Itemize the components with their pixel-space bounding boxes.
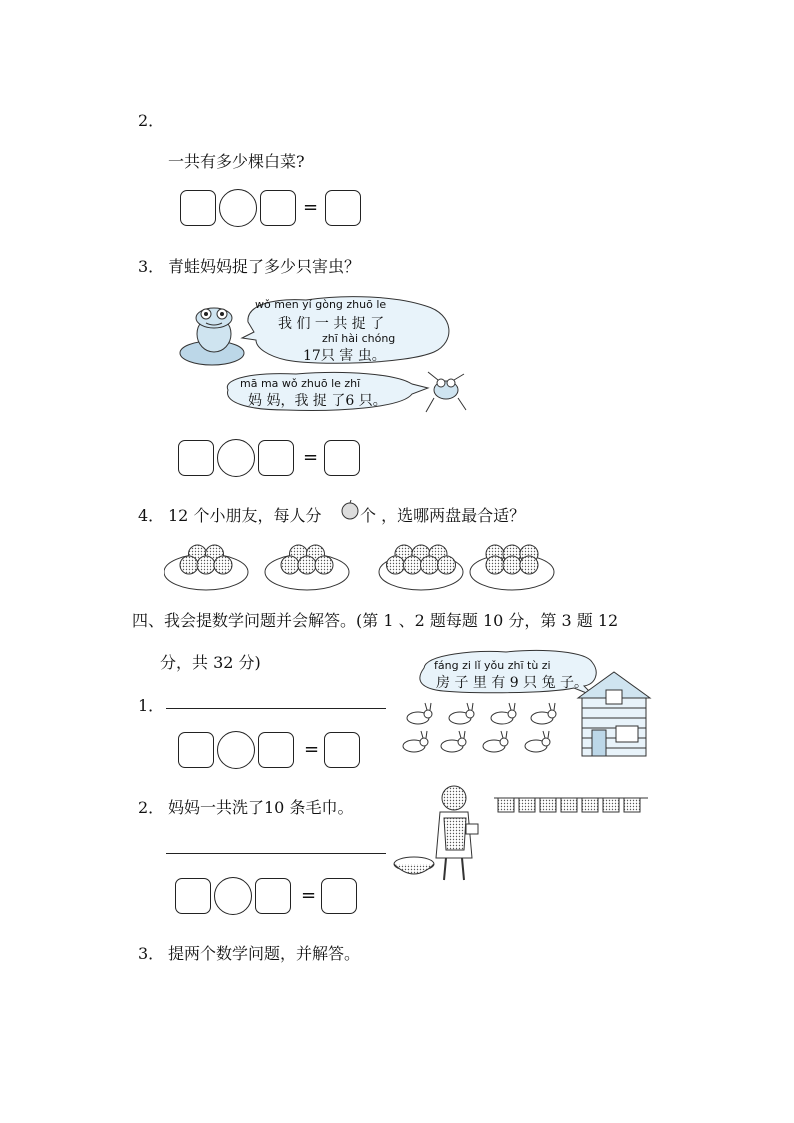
q2-number: 2． [138, 111, 165, 130]
operator-circle[interactable] [217, 439, 255, 477]
answer-box[interactable] [258, 732, 294, 768]
q2-question: 一共有多少棵白菜? [168, 152, 305, 171]
answer-line[interactable] [166, 708, 386, 709]
plate-4 [470, 545, 554, 590]
apple-icon [421, 556, 439, 574]
answer-line[interactable] [166, 853, 386, 854]
apple-icon [520, 556, 538, 574]
apple-icon [438, 556, 456, 574]
bubble2-line: 妈 妈，我 捉 了6 只。 [248, 393, 387, 409]
mother-icon [436, 786, 478, 880]
apple-icon [180, 556, 198, 574]
bubble2-pinyin: mā ma wǒ zhuō le zhī [240, 377, 361, 390]
plate-3 [379, 545, 463, 590]
apple-icon [340, 500, 360, 520]
section4-heading-line1: 四、我会提数学问题并会解答。(第 1 、2 题每题 10 分，第 3 题 12 [132, 611, 619, 630]
towel-icon [540, 798, 556, 812]
towel-icon [603, 798, 619, 812]
s4q1-bubble-pinyin: fáng zi lǐ yǒu zhī tù zi [434, 659, 551, 672]
equals-sign: = [304, 739, 320, 760]
apple-icon [298, 556, 316, 574]
operator-circle[interactable] [214, 877, 252, 915]
bubble1-pinyin2: zhī hài chóng [322, 332, 396, 345]
plate-1 [164, 545, 248, 590]
apple-icon [197, 556, 215, 574]
apple-icon [503, 556, 521, 574]
answer-box[interactable] [175, 878, 211, 914]
q3-number: 3． [138, 257, 165, 276]
q4-question-after: 个 ，选哪两盘最合适？ [360, 506, 526, 525]
s4q3-text: 提两个数学问题，并解答。 [168, 944, 361, 963]
apple-icon [281, 556, 299, 574]
apple-plates [164, 538, 556, 594]
operator-circle[interactable] [217, 731, 255, 769]
clothesline-icon [494, 798, 648, 812]
s4q3-number: 3． [138, 944, 165, 963]
towel-icon [519, 798, 535, 812]
towel-icon [582, 798, 598, 812]
mother-towels-illustration [392, 778, 652, 884]
answer-box[interactable] [180, 190, 216, 226]
basin-icon [394, 857, 434, 874]
q3-question: 青蛙妈妈捉了多少只害虫？ [168, 257, 361, 276]
s4q2-text: 妈妈一共洗了10 条毛巾。 [168, 798, 354, 817]
bubble1-line1: 我 们 一 共 捉 了 [278, 316, 385, 332]
answer-box[interactable] [178, 732, 214, 768]
plate-2 [265, 545, 349, 590]
rabbit-icon [449, 703, 474, 724]
towel-icon [561, 798, 577, 812]
rabbit-icon [483, 731, 508, 752]
s4q2-number: 2． [138, 798, 165, 817]
answer-box[interactable] [258, 440, 294, 476]
frog-child-icon [426, 372, 466, 412]
result-box[interactable] [324, 732, 360, 768]
rabbit-icon [407, 703, 432, 724]
apple-icon [387, 556, 405, 574]
s4q1-number: 1． [138, 696, 165, 715]
s4q1-bubble-text: 房 子 里 有 9 只 兔 子。 [436, 675, 589, 691]
section4-heading-line2: 分，共 32 分) [160, 653, 261, 672]
towel-icon [624, 798, 640, 812]
frog-mother-icon [180, 308, 244, 365]
rabbit-icon [525, 731, 550, 752]
answer-box[interactable] [178, 440, 214, 476]
q4-number: 4． [138, 506, 165, 525]
answer-box[interactable] [255, 878, 291, 914]
rabbit-icon [531, 703, 556, 724]
rabbits-icon [403, 703, 556, 752]
operator-circle[interactable] [219, 189, 257, 227]
apple-icon [214, 556, 232, 574]
towel-icon [498, 798, 514, 812]
rabbit-icon [441, 731, 466, 752]
bubble1-line2: 17只 害 虫。 [303, 348, 386, 364]
apple-icon [404, 556, 422, 574]
result-box[interactable] [324, 440, 360, 476]
apple-icon [315, 556, 333, 574]
rabbit-icon [491, 703, 516, 724]
result-box[interactable] [325, 190, 361, 226]
bubble1-pinyin1: wǒ men yí gòng zhuō le [255, 298, 387, 311]
equals-sign: = [303, 197, 319, 218]
answer-box[interactable] [260, 190, 296, 226]
equals-sign: = [301, 885, 317, 906]
equals-sign: = [303, 447, 319, 468]
result-box[interactable] [321, 878, 357, 914]
rabbit-icon [403, 731, 428, 752]
apple-icon [486, 556, 504, 574]
q4-question-before: 12 个小朋友，每人分 [168, 506, 322, 525]
